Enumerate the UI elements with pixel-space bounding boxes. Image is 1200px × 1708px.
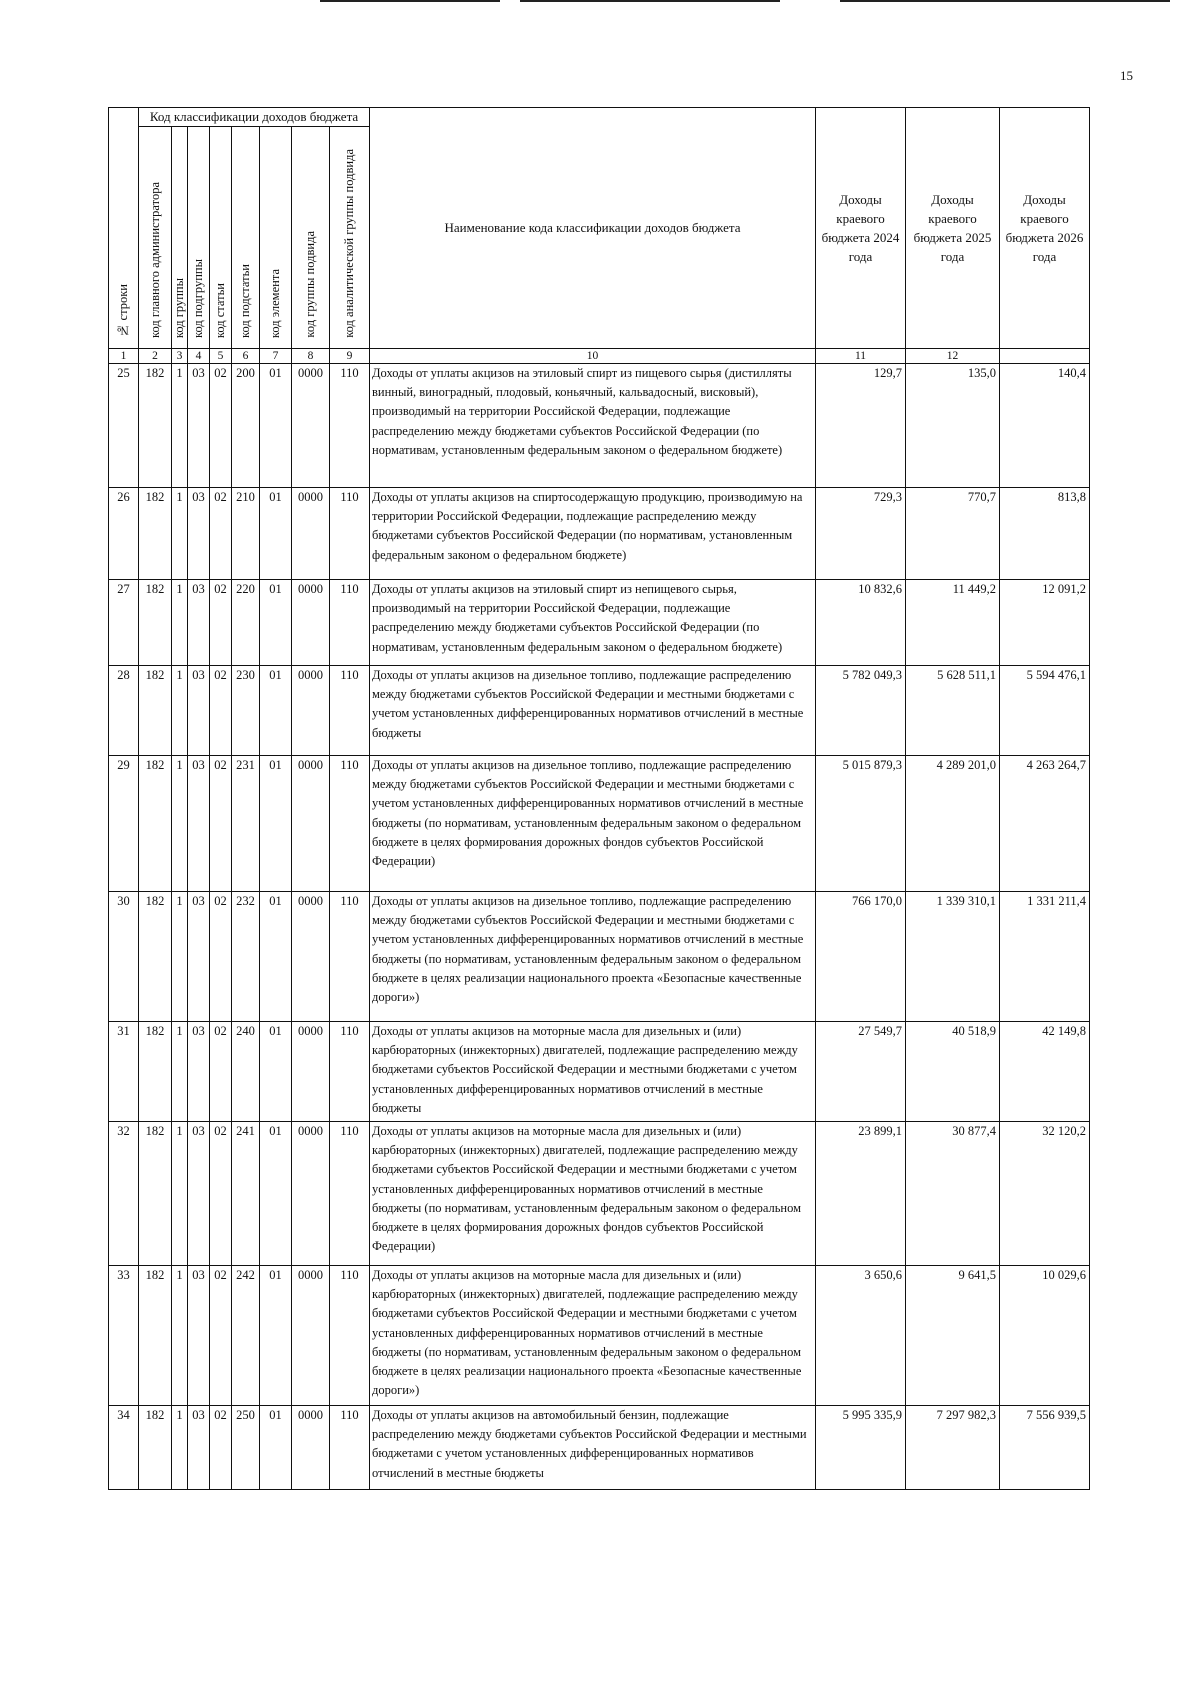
subarticle-code: 241 [232,1122,260,1266]
amount-2024: 3 650,6 [816,1266,906,1406]
article-code: 02 [210,1022,232,1122]
admin-code: 182 [139,1266,172,1406]
table-row [109,666,1090,756]
revenue-name: Доходы от уплаты акцизов на моторные масла для дизельных и (или) карбюраторных (инжекторных) двигателей, подлежащие распределению между бюджетами субъектов Российской Федерации и местными бюджетами с учетом установленных дифференцированных нормативов отчислений в местные бюджеты [370,1022,816,1122]
admin-code: 182 [139,1122,172,1266]
revenue-name: Доходы от уплаты акцизов на моторные масла для дизельных и (или) карбюраторных (инжекторных) двигателей, подлежащие распределению между бюджетами субъектов Российской Федерации и местными бюджетами с учетом установленных дифференцированных нормативов отчислений в местные бюджеты (по нормативам, установленным федеральным законом о федеральном бюджете в целях реализации национального проекта «Безопасные качественные дороги») [370,1266,816,1406]
analytic-group-code: 110 [330,1022,370,1122]
amount-2024: 129,7 [816,364,906,488]
admin-code: 182 [139,756,172,892]
classification-group-header: Код классификации доходов бюджета [139,108,370,127]
amount-2026: 10 029,6 [1000,1266,1090,1406]
year-2024-header: Доходы краевого бюджета 2024 года [816,108,906,349]
amount-2026: 1 331 211,4 [1000,892,1090,1022]
revenue-classification-table [108,107,1090,1490]
column-number: 3 [172,349,188,364]
subgroup-code: 03 [188,756,210,892]
table-row [109,1406,1090,1490]
code-header: код группы [172,127,188,349]
row-number: 31 [109,1022,139,1122]
amount-2026: 42 149,8 [1000,1022,1090,1122]
group-code: 1 [172,892,188,1022]
amount-2026: 12 091,2 [1000,580,1090,666]
element-code: 01 [260,488,292,580]
row-number: 29 [109,756,139,892]
subtype-group-code: 0000 [292,364,330,488]
column-number: 1 [109,349,139,364]
subgroup-code: 03 [188,488,210,580]
amount-2025: 1 339 310,1 [906,892,1000,1022]
admin-code: 182 [139,364,172,488]
admin-code: 182 [139,580,172,666]
column-number: 12 [906,349,1000,364]
amount-2026: 7 556 939,5 [1000,1406,1090,1490]
code-header: код подгруппы [188,127,210,349]
group-code: 1 [172,580,188,666]
group-code: 1 [172,1122,188,1266]
article-code: 02 [210,488,232,580]
column-number: 6 [232,349,260,364]
admin-code: 182 [139,666,172,756]
amount-2024: 27 549,7 [816,1022,906,1122]
subtype-group-code: 0000 [292,756,330,892]
table-row [109,1122,1090,1266]
group-code: 1 [172,756,188,892]
column-number: 8 [292,349,330,364]
revenue-name: Доходы от уплаты акцизов на дизельное топливо, подлежащие распределению между бюджетами субъектов Российской Федерации и местными бюджетами с учетом установленных дифференцированных нормативов отчислений в местные бюджеты [370,666,816,756]
subgroup-code: 03 [188,892,210,1022]
amount-2025: 135,0 [906,364,1000,488]
subtype-group-code: 0000 [292,1122,330,1266]
amount-2026: 5 594 476,1 [1000,666,1090,756]
column-number: 5 [210,349,232,364]
admin-code: 182 [139,488,172,580]
code-header: код элемента [260,127,292,349]
element-code: 01 [260,666,292,756]
scan-edge-line [320,0,500,2]
analytic-group-code: 110 [330,756,370,892]
amount-2025: 40 518,9 [906,1022,1000,1122]
subtype-group-code: 0000 [292,1406,330,1490]
revenue-name: Доходы от уплаты акцизов на автомобильный бензин, подлежащие распределению между бюджетами субъектов Российской Федерации и местными бюджетами с учетом установленных дифференцированных нормативов отчислений в местные бюджеты [370,1406,816,1490]
element-code: 01 [260,1266,292,1406]
amount-2025: 7 297 982,3 [906,1406,1000,1490]
revenue-name: Доходы от уплаты акцизов на дизельное топливо, подлежащие распределению между бюджетами субъектов Российской Федерации и местными бюджетами с учетом установленных дифференцированных нормативов отчислений в местные бюджеты (по нормативам, установленным федеральным законом о федеральном бюджете в целях реализации национального проекта «Безопасные качественные дороги») [370,892,816,1022]
scan-edge-line [840,0,1170,2]
amount-2024: 5 782 049,3 [816,666,906,756]
group-code: 1 [172,1406,188,1490]
revenue-name: Доходы от уплаты акцизов на спиртосодержащую продукцию, производимую на территории Российской Федерации, подлежащие распределению между бюджетами субъектов Российской Федерации (по нормативам, установленным федеральным законом о федеральном бюджете) [370,488,816,580]
name-header: Наименование кода классификации доходов бюджета [370,108,816,349]
element-code: 01 [260,580,292,666]
column-number [1000,349,1090,364]
amount-2026: 32 120,2 [1000,1122,1090,1266]
subgroup-code: 03 [188,1022,210,1122]
revenue-name: Доходы от уплаты акцизов на моторные масла для дизельных и (или) карбюраторных (инжекторных) двигателей, подлежащие распределению между бюджетами субъектов Российской Федерации и местными бюджетами с учетом установленных дифференцированных нормативов отчислений в местные бюджеты (по нормативам, установленным федеральным законом о федеральном бюджете в целях формирования дорожных фондов субъектов Российской Федерации) [370,1122,816,1266]
subarticle-code: 210 [232,488,260,580]
scan-edge-line [520,0,780,2]
analytic-group-code: 110 [330,666,370,756]
amount-2024: 5 995 335,9 [816,1406,906,1490]
element-code: 01 [260,756,292,892]
subarticle-code: 200 [232,364,260,488]
analytic-group-code: 110 [330,1122,370,1266]
analytic-group-code: 110 [330,1406,370,1490]
admin-code: 182 [139,892,172,1022]
year-2026-header: Доходы краевого бюджета 2026 года [1000,108,1090,349]
subgroup-code: 03 [188,1406,210,1490]
revenue-name: Доходы от уплаты акцизов на этиловый спирт из пищевого сырья (дистилляты винный, виноградный, плодовый, коньячный, кальвадосный, висковый), производимый на территории Российской Федерации, подлежащие распределению между бюджетами субъектов Российской Федерации (по нормативам, установленным федеральным законом о федеральном бюджете) [370,364,816,488]
subtype-group-code: 0000 [292,666,330,756]
amount-2025: 11 449,2 [906,580,1000,666]
amount-2024: 10 832,6 [816,580,906,666]
article-code: 02 [210,892,232,1022]
code-header: код аналитической группы подвида [330,127,370,349]
amount-2026: 4 263 264,7 [1000,756,1090,892]
amount-2024: 5 015 879,3 [816,756,906,892]
group-code: 1 [172,1022,188,1122]
column-number: 9 [330,349,370,364]
element-code: 01 [260,364,292,488]
year-2025-header: Доходы краевого бюджета 2025 года [906,108,1000,349]
subgroup-code: 03 [188,580,210,666]
analytic-group-code: 110 [330,364,370,488]
amount-2026: 140,4 [1000,364,1090,488]
subgroup-code: 03 [188,1266,210,1406]
amount-2025: 5 628 511,1 [906,666,1000,756]
subgroup-code: 03 [188,1122,210,1266]
amount-2025: 770,7 [906,488,1000,580]
column-number: 4 [188,349,210,364]
row-number: 26 [109,488,139,580]
subtype-group-code: 0000 [292,892,330,1022]
subarticle-code: 231 [232,756,260,892]
column-number-row [109,349,1090,364]
row-number-header: № строки [109,108,139,349]
revenue-name: Доходы от уплаты акцизов на этиловый спирт из непищевого сырья, производимый на территории Российской Федерации, подлежащие распределению между бюджетами субъектов Российской Федерации (по нормативам, установленным федеральным законом о федеральном бюджете) [370,580,816,666]
element-code: 01 [260,892,292,1022]
subarticle-code: 220 [232,580,260,666]
element-code: 01 [260,1406,292,1490]
subgroup-code: 03 [188,364,210,488]
article-code: 02 [210,666,232,756]
element-code: 01 [260,1122,292,1266]
article-code: 02 [210,756,232,892]
row-number: 30 [109,892,139,1022]
table-row [109,1022,1090,1122]
subarticle-code: 242 [232,1266,260,1406]
column-number: 11 [816,349,906,364]
amount-2025: 9 641,5 [906,1266,1000,1406]
subarticle-code: 232 [232,892,260,1022]
row-number: 25 [109,364,139,488]
analytic-group-code: 110 [330,488,370,580]
code-header: код главного администратора [139,127,172,349]
element-code: 01 [260,1022,292,1122]
group-code: 1 [172,488,188,580]
group-code: 1 [172,666,188,756]
subtype-group-code: 0000 [292,1022,330,1122]
amount-2026: 813,8 [1000,488,1090,580]
subtype-group-code: 0000 [292,580,330,666]
table-row [109,488,1090,580]
analytic-group-code: 110 [330,892,370,1022]
group-code: 1 [172,1266,188,1406]
article-code: 02 [210,364,232,488]
group-code: 1 [172,364,188,488]
admin-code: 182 [139,1406,172,1490]
row-number: 32 [109,1122,139,1266]
article-code: 02 [210,1266,232,1406]
article-code: 02 [210,1406,232,1490]
page-number: 15 [1120,68,1133,83]
row-number: 28 [109,666,139,756]
amount-2024: 23 899,1 [816,1122,906,1266]
amount-2024: 766 170,0 [816,892,906,1022]
amount-2025: 4 289 201,0 [906,756,1000,892]
table-row [109,580,1090,666]
column-number: 2 [139,349,172,364]
analytic-group-code: 110 [330,1266,370,1406]
article-code: 02 [210,1122,232,1266]
subgroup-code: 03 [188,666,210,756]
table-body [109,364,1090,1490]
code-header: код подстатьи [232,127,260,349]
admin-code: 182 [139,1022,172,1122]
row-number: 34 [109,1406,139,1490]
row-number: 27 [109,580,139,666]
row-number: 33 [109,1266,139,1406]
table-row [109,364,1090,488]
table-row [109,1266,1090,1406]
article-code: 02 [210,580,232,666]
code-header: код статьи [210,127,232,349]
subarticle-code: 250 [232,1406,260,1490]
analytic-group-code: 110 [330,580,370,666]
table-row [109,756,1090,892]
amount-2024: 729,3 [816,488,906,580]
subarticle-code: 240 [232,1022,260,1122]
column-number: 10 [370,349,816,364]
column-number: 7 [260,349,292,364]
table-row [109,892,1090,1022]
revenue-name: Доходы от уплаты акцизов на дизельное топливо, подлежащие распределению между бюджетами субъектов Российской Федерации и местными бюджетами с учетом установленных дифференцированных нормативов отчислений в местные бюджеты (по нормативам, установленным федеральным законом о федеральном бюджете в целях формирования дорожных фондов субъектов Российской Федерации) [370,756,816,892]
subtype-group-code: 0000 [292,1266,330,1406]
code-header: код группы подвида [292,127,330,349]
subtype-group-code: 0000 [292,488,330,580]
amount-2025: 30 877,4 [906,1122,1000,1266]
subarticle-code: 230 [232,666,260,756]
